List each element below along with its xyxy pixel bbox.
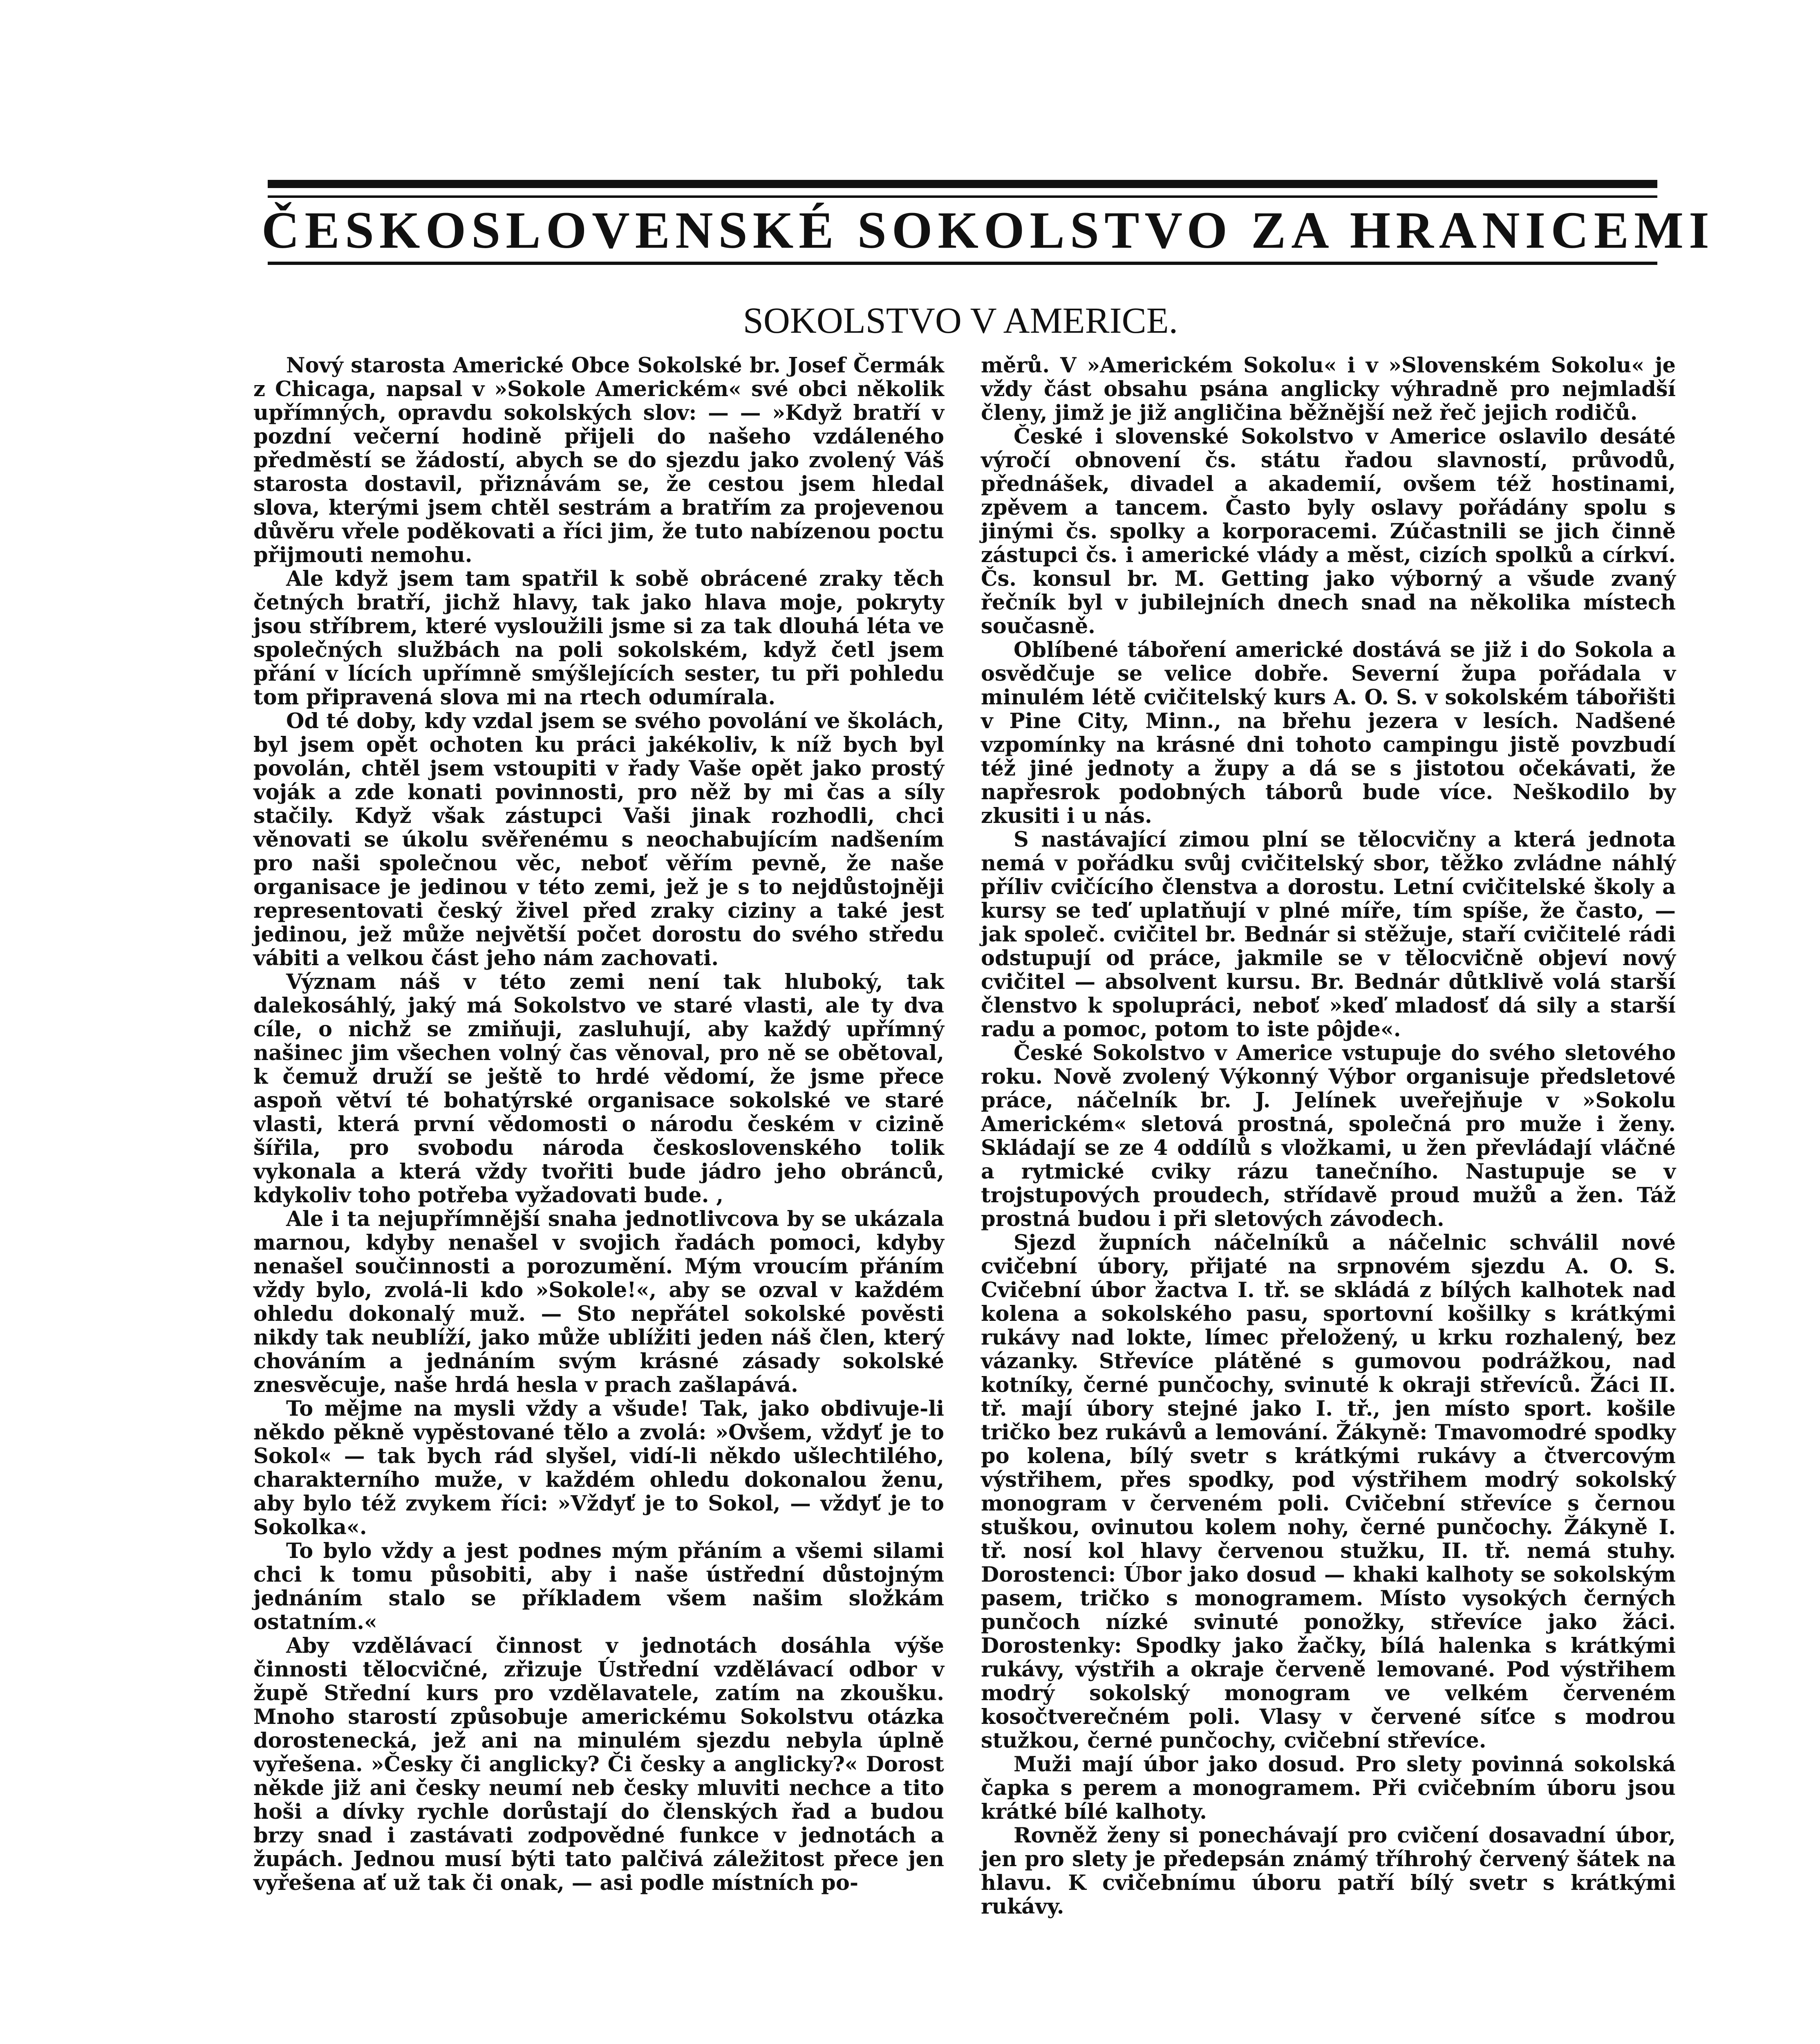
- paragraph: Rovněž ženy si ponechávají pro cvičení dosavadní úbor, jen pro slety je předepsán známý tříhrohý červený šátek na hlavu. K cvičebnímu úboru patří bílý svetr s krátkými rukávy.: [981, 1823, 1676, 1919]
- paragraph: České Sokolstvo v Americe vstupuje do svého sletového roku. Nově zvolený Výkonný Výbor organisuje předsletové práce, náčelník br. J. Jelínek uveřejňuje v »Sokolu Americkém« sletová prostná, společná pro muže i ženy. Skládají se ze 4 oddílů s vložkami, u žen převládají vláčné a rytmické cviky rázu tanečního. Nastupuje se v trojstupových proudech, střídavě proud mužů a žen. Táž prostná budou i při sletových závodech.: [981, 1041, 1676, 1231]
- paragraph: Nový starosta Americké Obce Sokolské br. Josef Čermák z Chicaga, napsal v »Sokole Americkém« své obci několik upřímných, opravdu sokolských slov: — — »Když bratří v pozdní večerní hodině přijeli do našeho vzdáleného předměstí se žádostí, abych se do sjezdu jako zvolený Váš starosta dostavil, přiznávám se, že cestou jsem hledal slova, kterými jsem chtěl sestrám a bratřím za projevenou důvěru vřele poděkovati a říci jim, že tuto nabízenou poctu přijmouti nemohu.: [253, 353, 944, 567]
- paragraph: Význam náš v této zemi není tak hluboký, tak dalekosáhlý, jaký má Sokolstvo ve staré vlasti, ale ty dva cíle, o nichž se zmiňuji, zasluhují, aby každý upřímný našinec jim všechen volný čas věnoval, pro ně se obětoval, k čemuž druží se ještě to hrdé vědomí, že jsme přece aspoň větví té bohatýrské organisace sokolské ve staré vlasti, která první vědomosti o národu českém v cizině šířila, pro svobodu národa československého tolik vykonala a která vždy tvořiti bude jádro jeho obránců, kdykoliv toho potřeba vyžadovati bude. ,: [253, 970, 944, 1208]
- paragraph: To bylo vždy a jest podnes mým přáním a všemi silami chci k tomu působiti, aby i naše ústřední důstojným jednáním stalo se příkladem všem našim složkám ostatním.«: [253, 1539, 944, 1634]
- paragraph: Muži mají úbor jako dosud. Pro slety povinná sokolská čapka s perem a monogramem. Při cvičebním úboru jsou krátké bílé kalhoty.: [981, 1752, 1676, 1824]
- paragraph: Oblíbené táboření americké dostává se již i do Sokola a osvědčuje se velice dobře. Severní župa pořádala v minulém létě cvičitelský kurs A. O. S. v sokolském tábořišti v Pine City, Minn., na břehu jezera v lesích. Nadšené vzpomínky na krásné dni tohoto campingu jistě povzbudí též jiné jednoty a župy a dá se s jistotou očekávati, že napřesrok podobných táborů bude více. Neškodilo by zkusiti i u nás.: [981, 638, 1676, 828]
- paragraph: měrů. V »Americkém Sokolu« i v »Slovenském Sokolu« je vždy část obsahu psána anglicky výhradně pro nejmladší členy, jimž je již angličina běžnější než řeč jejich rodičů.: [981, 353, 1676, 425]
- article-title: SOKOLSTVO V AMERICE.: [743, 300, 1178, 341]
- section-title: ČESKOSLOVENSKÉ SOKOLSTVO ZA HRANICEMI: [262, 201, 1715, 259]
- paragraph: Ale i ta nejupřímnější snaha jednotlivcova by se ukázala marnou, kdyby nenašel v svojich řadách pomoci, kdyby nenašel součinnosti a porozumění. Mým vroucím přáním vždy bylo, zvolá-li kdo »Sokole!«, aby se ozval v každém ohledu dokonalý muž. — Sto nepřátel sokolské pověsti nikdy tak neublíží, jako může ublížiti jeden náš člen, který chováním a jednáním svým krásné zásady sokolské znesvěcuje, naše hrdá hesla v prach zašlapává.: [253, 1207, 944, 1397]
- right-column: [981, 354, 1676, 1918]
- paragraph: Sjezd župních náčelníků a náčelnic schválil nové cvičební úbory, přijaté na srpnovém sjezdu A. O. S. Cvičební úbor žactva I. tř. se skládá z bílých kalhotek nad kolena a sokolského pasu, sportovní košilky s krátkými rukávy nad lokte, límec přeložený, u krku rozhalený, bez vázanky. Střevíce plátěné s gumovou podrážkou, nad kotníky, černé punčochy, svinuté k okraji střevíců. Žáci II. tř. mají úbory stejné jako I. tř., jen místo sport. košile tričko bez rukávů a lemování. Žákyně: Tmavomodré spodky po kolena, bílý svetr s krátkými rukávy a čtvercovým výstřihem, přes spodky, pod výstřihem modrý sokolský monogram v červeném poli. Cvičební střevíce s černou stuškou, ovinutou kolem nohy, černé punčochy. Žákyně I. tř. nosí kol hlavy červenou stužku, II. tř. nemá stuhy. Dorostenci: Úbor jako dosud — khaki kalhoty se sokolským pasem, tričko s monogramem. Místo vysokých černých punčoch nízké svinuté ponožky, střevíce jako žáci. Dorostenky: Spodky jako žačky, bílá halenka s krátkými rukávy, výstřih a okraje červeně lemované. Pod výstřihem modrý sokolský monogram ve velkém červeném kosočtverečném poli. Vlasy v červené síťce s modrou stužkou, černé punčochy, cvičební střevíce.: [981, 1230, 1676, 1753]
- header-rule-thin: [268, 195, 1657, 198]
- left-column: [253, 354, 944, 1895]
- paragraph: Aby vzdělávací činnost v jednotách dosáhla výše činnosti tělocvičné, zřizuje Ústřední vzdělávací odbor v župě Střední kurs pro vzdělavatele, zatím na zkoušku. Mnoho starostí způsobuje americkému Sokolstvu otázka dorostenecká, jež ani na minulém sjezdu nebyla úplně vyřešena. »Česky či anglicky? Či česky a anglicky?« Dorost někde již ani česky neumí neb česky mluviti nechce a tito hoši a dívky rychle dorůstají do členských řad a budou brzy snad i zastávati zodpovědné funkce v jednotách a župách. Jednou musí býti tato palčivá záležitost přece jen vyřešena ať už tak či onak, — asi podle místních po-: [253, 1634, 944, 1895]
- paragraph: Od té doby, kdy vzdal jsem se svého povolání ve školách, byl jsem opět ochoten ku práci jakékoliv, k níž bych byl povolán, chtěl jsem vstoupiti v řady Vaše opět jako prostý voják a zde konati povinnosti, pro něž by mi čas a síly stačily. Když však zástupci Vaši jinak rozhodli, chci věnovati se úkolu svěřenému s neochabujícím nadšením pro naši společnou věc, neboť věřím pevně, že naše organisace je jedinou v této zemi, jež je s to nejdůstojněji representovati český živel před zraky ciziny a také jest jedinou, jež může největší počet dorostu do svého středu vábiti a velkou část jeho nám zachovati.: [253, 709, 944, 970]
- header-rule-thick: [268, 180, 1657, 188]
- paragraph: České i slovenské Sokolstvo v Americe oslavilo desáté výročí obnovení čs. státu řadou slavností, průvodů, přednášek, divadel a akademií, ovšem též hostinami, zpěvem a tancem. Často byly oslavy pořádány spolu s jinými čs. spolky a korporacemi. Zúčastnili se jich činně zástupci čs. i americké vlády a měst, cizích spolků a církví. Čs. konsul br. M. Getting jako výborný a všude zvaný řečník byl v jubilejních dnech snad na několika místech současně.: [981, 424, 1676, 639]
- header-rule-bottom: [268, 262, 1657, 265]
- paragraph: S nastávající zimou plní se tělocvičny a která jednota nemá v pořádku svůj cvičitelský sbor, těžko zvládne náhlý příliv cvičícího členstva a dorostu. Letní cvičitelské školy a kursy se teď uplatňují v plné míře, tím spíše, že často, — jak společ. cvičitel br. Bednár si stěžuje, staří cvičitelé rádi odstupují od práce, jakmile se v tělocvičně objeví nový cvičitel — absolvent kursu. Br. Bednár důtklivě volá starší členstvo k spolupráci, neboť »keď mladosť dá sily a starší radu a pomoc, potom to iste pôjde«.: [981, 827, 1676, 1042]
- paragraph: To mějme na mysli vždy a všude! Tak, jako obdivuje-li někdo pěkně vypěstované tělo a zvolá: »Ovšem, vždyť je to Sokol« — tak bych rád slyšel, vidí-li někdo ušlechtilého, charakterního muže, v každém ohledu dokonalou ženu, aby bylo též zvykem říci: »Vždyť je to Sokol, — vždyť je to Sokolka«.: [253, 1396, 944, 1540]
- paragraph: Ale když jsem tam spatřil k sobě obrácené zraky těch četných bratří, jichž hlavy, tak jako hlava moje, pokryty jsou stříbrem, které vysloužili jsme si za tak dlouhá léta ve společných službách na poli sokolském, když četl jsem přání v lících upřímně smýšlejících sester, tu při pohledu tom připravená slova mi na rtech odumírala.: [253, 567, 944, 710]
